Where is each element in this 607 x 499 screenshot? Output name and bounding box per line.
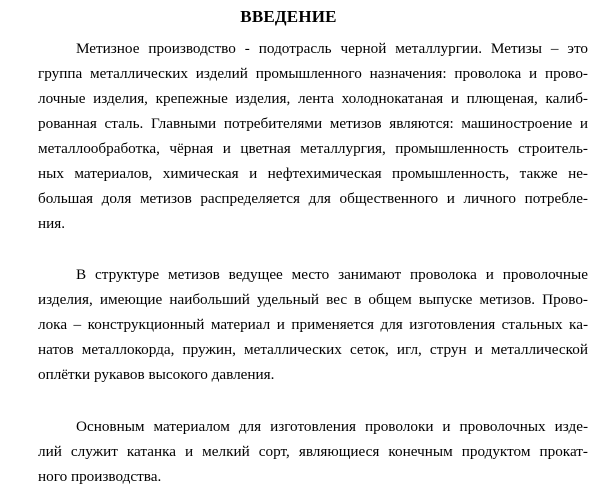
paragraph-line: лочные изделия, крепежные изделия, лента холоднокатаная и плющеная, калиб- — [38, 90, 588, 107]
paragraph-line: ния. — [38, 215, 66, 232]
paragraph-line: лока – конструкционный материал и применяется для изготовления стальных ка- — [38, 316, 588, 333]
paragraph-line: ного производства. — [38, 468, 162, 485]
paragraph-line: лий служит катанка и мелкий сорт, являющиеся конечным продуктом прокат- — [38, 443, 588, 460]
paragraph-line: группа металлических изделий промышленного назначения: проволока и прово- — [38, 65, 588, 82]
paragraph-wire-structure — [38, 262, 588, 387]
paragraph-line: Основным материалом для изготовления проволоки и проволочных изде- — [76, 418, 588, 435]
paragraph-line: изделия, имеющие наибольший удельный вес в общем выпуске метизов. Прово- — [38, 291, 588, 308]
paragraph-line: большая доля метизов распределяется для общественного и личного потребле- — [38, 190, 588, 207]
paragraph-line: оплётки рукавов высокого давления. — [38, 366, 275, 383]
paragraph-intro — [38, 36, 588, 236]
paragraph-line: В структуре метизов ведущее место занимают проволока и проволочные — [76, 266, 588, 283]
paragraph-line: ных материалов, химическая и нефтехимическая промышленность, также не- — [38, 165, 588, 182]
paragraph-raw-material — [38, 414, 588, 489]
paragraph-line: натов металлокорда, пружин, металлических сеток, игл, струн и металлической — [38, 341, 588, 358]
paragraph-line: металлообработка, чёрная и цветная металлургия, промышленность строитель- — [38, 140, 588, 157]
paragraph-line: рованная сталь. Главными потребителями метизов являются: машиностроение и — [38, 115, 588, 132]
section-title: ВВЕДЕНИЕ — [240, 7, 337, 26]
paragraph-line: Метизное производство - подотрасль черной металлургии. Метизы – это — [76, 40, 588, 57]
